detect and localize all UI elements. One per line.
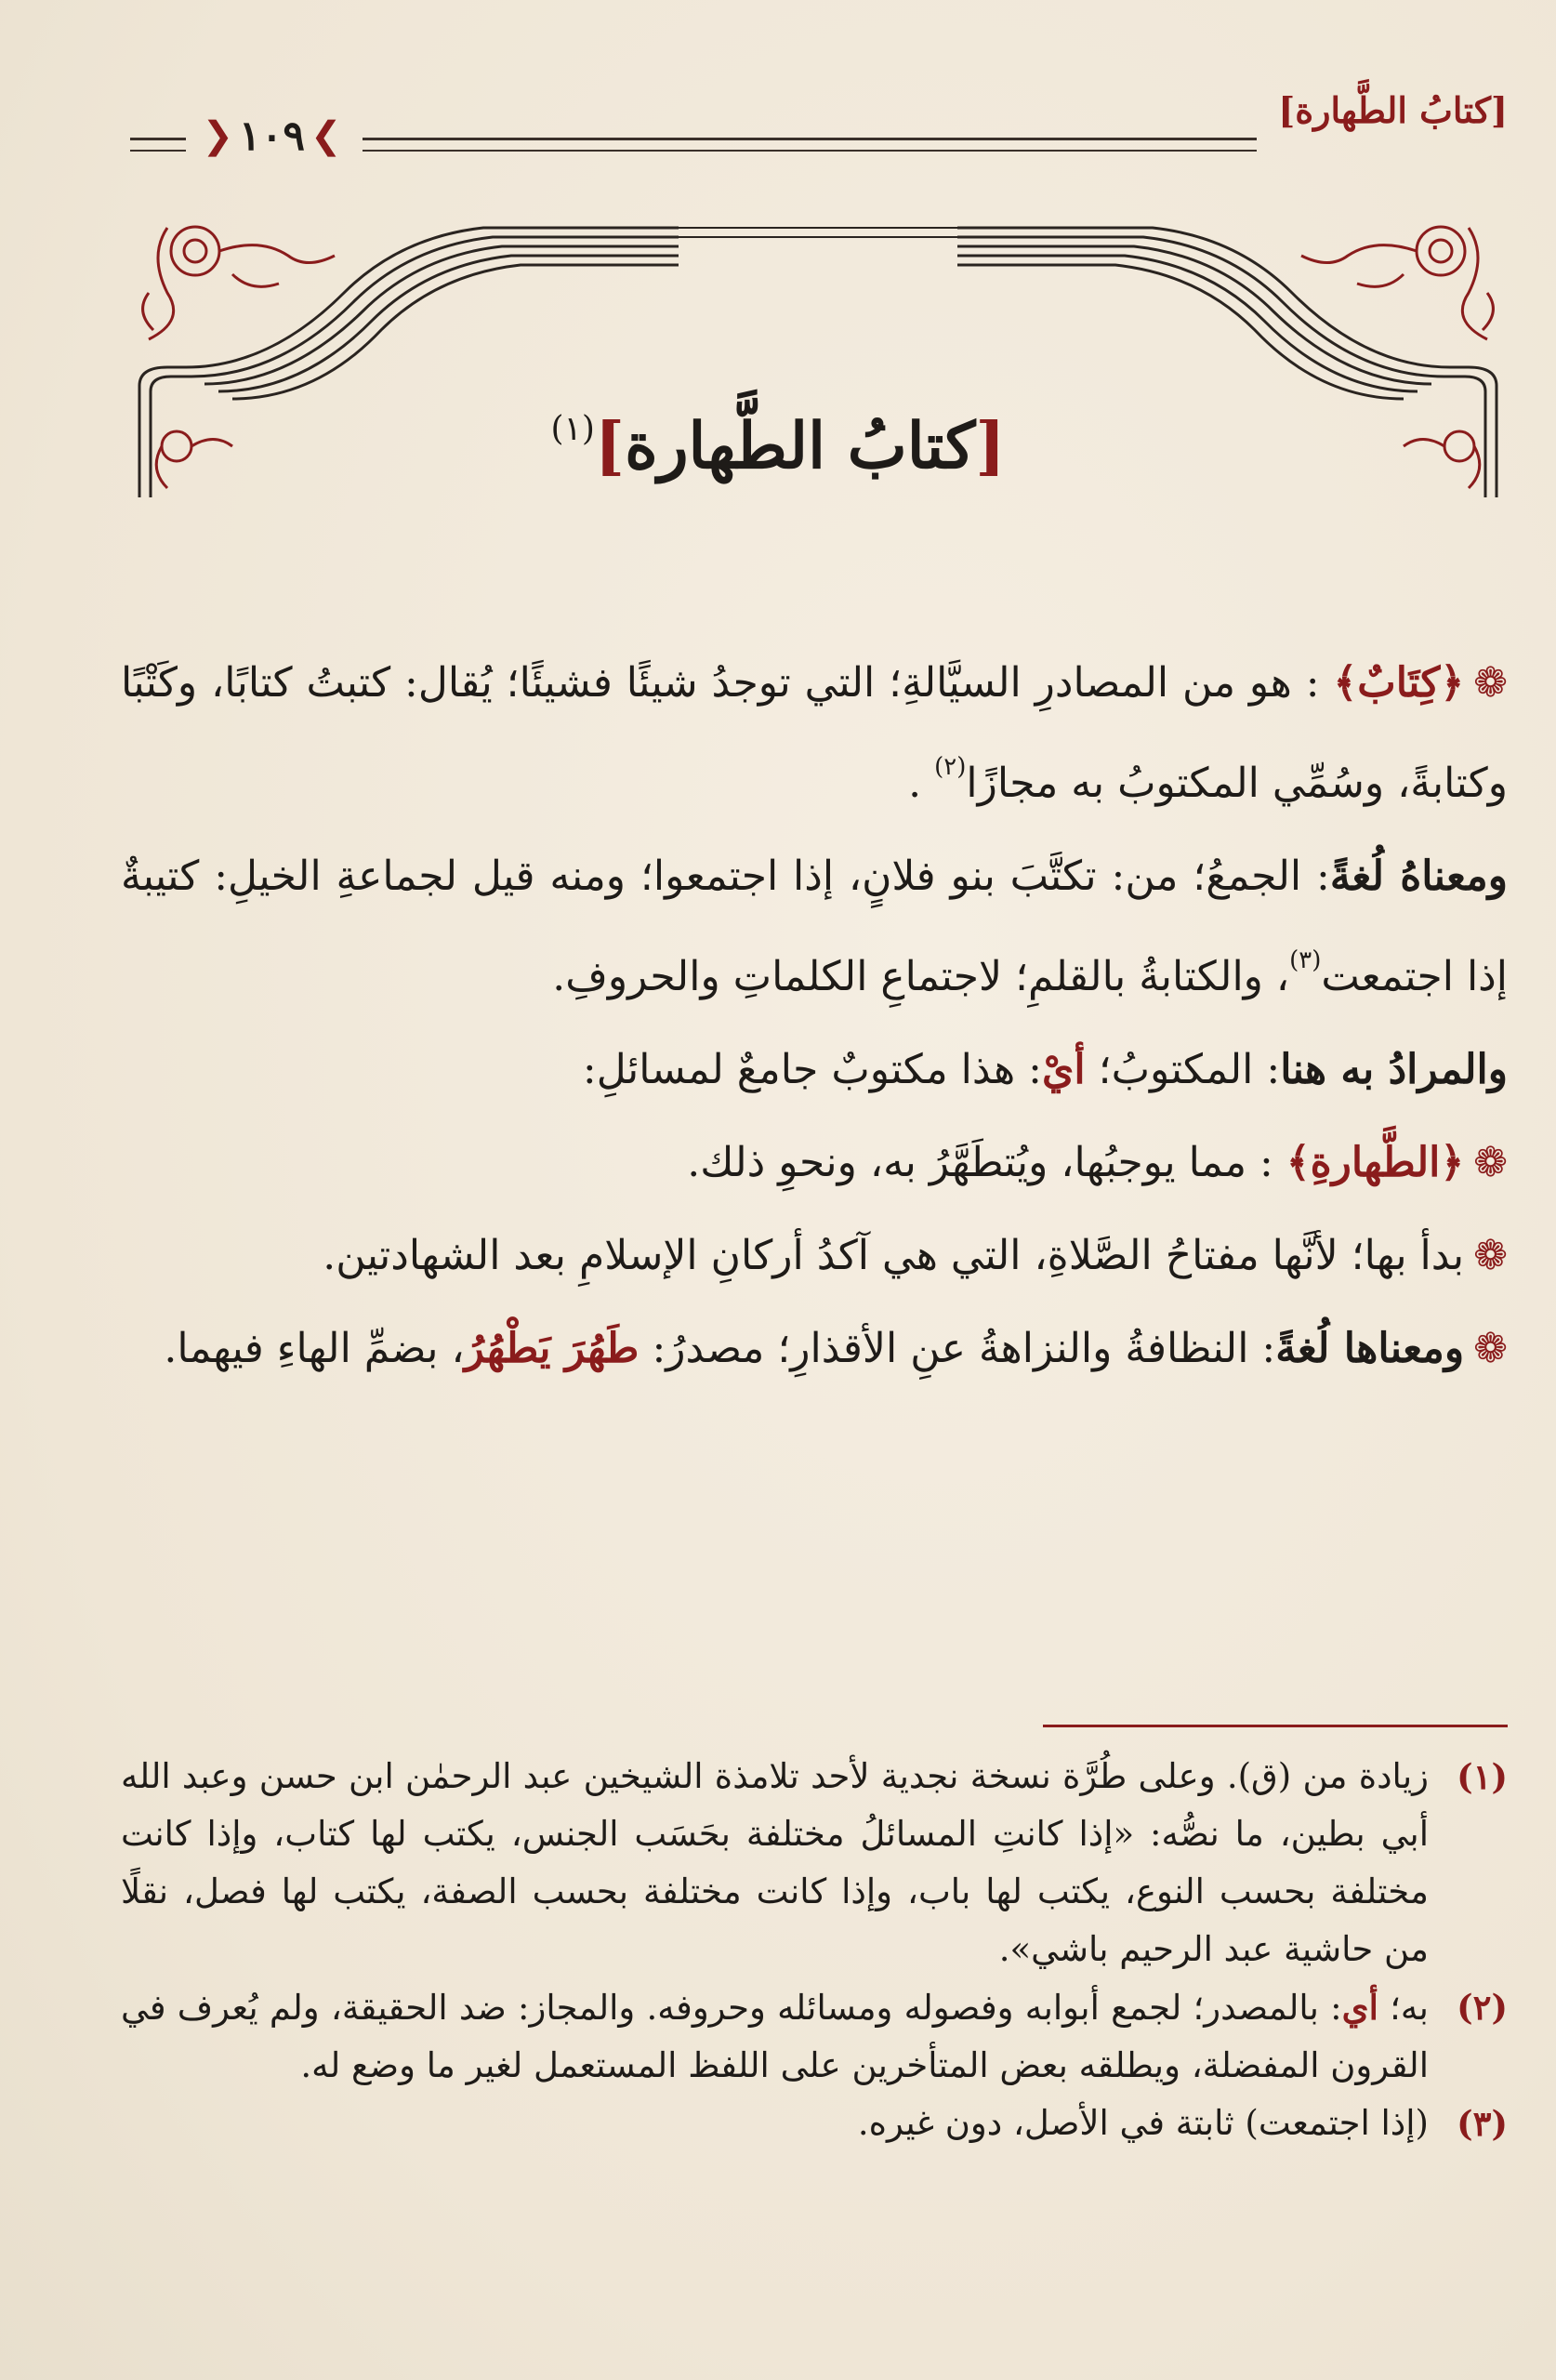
- lead-phrase: ومعناهُ لُغةً: [1329, 853, 1508, 900]
- footnote-3: [121, 2095, 1508, 2152]
- flower-bullet-icon: ❁: [1473, 659, 1508, 707]
- lead-phrase: ومعناها لُغةً: [1275, 1325, 1465, 1372]
- footnote-separator: [1043, 1725, 1508, 1727]
- page-number-box: [191, 108, 353, 164]
- term-close: ﴾: [1286, 1139, 1311, 1186]
- flower-bullet-icon: ❁: [1473, 1325, 1508, 1372]
- flower-bullet-icon: ❁: [1473, 1232, 1508, 1279]
- matn-term: الطَّهارةِ: [1310, 1139, 1441, 1186]
- paragraph-text: بدأ بها؛ لأنَّها مفتاحُ الصَّلاةِ، التي هي آكدُ أركانِ الإسلامِ بعد الشهادتين.: [323, 1232, 1465, 1279]
- matn-term: كِتَابٌ: [1357, 659, 1441, 707]
- body-text: [121, 641, 1508, 1400]
- flower-bullet-icon: ❁: [1473, 1139, 1508, 1186]
- paragraph-tahara: [121, 1121, 1508, 1205]
- verb-form: طَهُرَ يَطْهُرُ: [464, 1325, 640, 1372]
- footnote-1: [121, 1748, 1508, 1978]
- flourish-left-icon: ❯: [310, 114, 342, 157]
- flourish-right-icon: ❮: [202, 114, 234, 157]
- footnotes: [121, 1748, 1508, 2152]
- footnote-body: : بالمصدر؛ لجمع أبوابه وفصوله ومسائله وحروفه. والمجاز: ضد الحقيقة، ولم يُعرف في القرون المفضلة، ويطلقه بعض المتأخرين على اللفظ المستعمل لغير ما وضع له.: [121, 1988, 1429, 2085]
- footnote-ref: (٣): [1289, 946, 1322, 974]
- footnote-text: (إذا اجتمعت) ثابتة في الأصل، دون غيره.: [857, 2103, 1429, 2143]
- paragraph-text: : مما يوجبُها، ويُتطَهَّرُ به، ونحوِ ذلك.: [687, 1139, 1286, 1186]
- paragraph-murad: [121, 1028, 1508, 1112]
- paragraph-text: ، والكتابةُ بالقلمِ؛ لاجتماعِ الكلماتِ والحروفِ.: [552, 953, 1290, 1000]
- chapter-open-bracket: [: [975, 409, 1006, 483]
- footnote-ref: (٢): [934, 753, 967, 781]
- footnote-2: [121, 1978, 1508, 2095]
- paragraph-kitab: [121, 641, 1508, 826]
- footnote-ref: (١): [550, 410, 595, 448]
- paragraph-maanaha: [121, 1307, 1508, 1391]
- footnote-number: (٢): [1457, 1987, 1508, 2028]
- footnote-prefix: به؛: [1378, 1988, 1429, 2028]
- chapter-close-bracket: ]: [594, 409, 626, 483]
- lead-phrase: والمرادُ به هنا: [1280, 1046, 1508, 1093]
- term-open: ﴿: [1440, 1139, 1465, 1186]
- page-number: ١٠٩: [239, 112, 305, 160]
- paragraph-text: : هذا مكتوبٌ جامعٌ لمسائلِ:: [582, 1046, 1042, 1093]
- header-rule: [363, 138, 1257, 152]
- paragraph-lugha: [121, 835, 1508, 1019]
- paragraph-text: : هو من المصادرِ السيَّالةِ؛ التي توجدُ شيئًا فشيئًا؛ يُقال: كتبتُ كتابًا، وكَتْبًا وكتابةً، وسُمِّي المكتوبُ به مجازًا: [121, 659, 1508, 807]
- paragraph-text: : الجمعُ؛ من: تكتَّبَ بنو فلانٍ، إذا اجتمعوا؛ ومنه قيل لجماعةِ الخيلِ: كتيبةٌ إذا اجتمعت: [121, 853, 1508, 1000]
- paragraph-text: ، بضمِّ الهاءِ فيهما.: [164, 1325, 465, 1372]
- chapter-title: [0, 409, 1556, 483]
- footnote-text: زيادة من (ق). وعلى طُرَّة نسخة نجدية لأحد تلامذة الشيخين عبد الرحمٰن ابن حسن وعبد الله أبي بطين، ما نصُّه: «إذا كانتِ المسائلُ مختلفة بحَسَب الجنس، يكتب لها كتاب، وإذا كانت مختلفة بحسب النوع، يكتب لها باب، وإذا كانت مختلفة بحسب الصفة، يكتب لها فصل، نقلًا من حاشية عبد الرحيم باشي».: [121, 1756, 1429, 1969]
- ay-word: أيْ: [1041, 1046, 1086, 1093]
- running-header: [130, 89, 1508, 160]
- header-rule-left: [130, 138, 186, 152]
- paragraph-text: : المكتوبُ؛: [1085, 1046, 1281, 1093]
- term-close: ﴾: [1333, 659, 1358, 707]
- paragraph-text: .: [908, 760, 935, 807]
- paragraph-bada: [121, 1214, 1508, 1298]
- footnote-number: (١): [1457, 1756, 1508, 1797]
- ay-word: أي: [1341, 1987, 1378, 2028]
- footnote-number: (٣): [1457, 2103, 1508, 2144]
- paragraph-text: : النظافةُ والنزاهةُ عنِ الأقذارِ؛ مصدرُ:: [639, 1325, 1276, 1372]
- running-title: [كتابُ الطَّهارة]: [1278, 89, 1508, 131]
- term-open: ﴿: [1440, 659, 1465, 707]
- chapter-title-text: كتابُ الطَّهارة: [625, 409, 976, 483]
- footnote-text: [121, 1978, 1429, 2095]
